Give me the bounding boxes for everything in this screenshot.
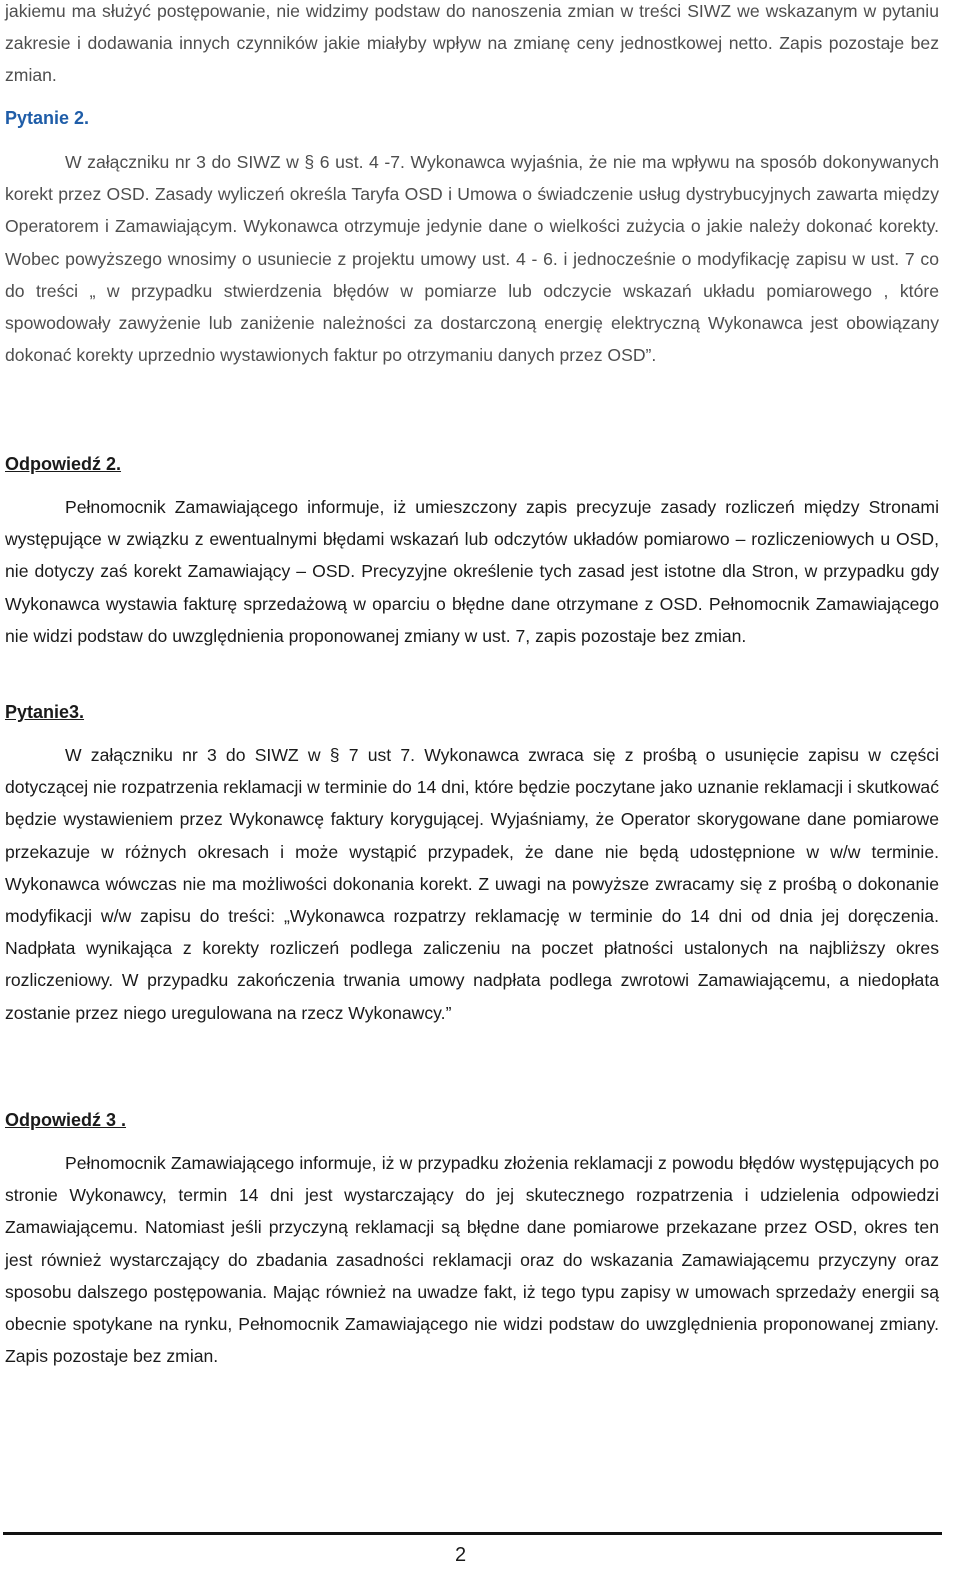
intro-paragraph: jakiemu ma służyć postępowanie, nie widzimy podstaw do nanoszenia zmian w treści SIWZ we wskazanym w pytaniu zakresie i dodawania innych czynników jakie miałyby wpływ na zmianę ceny jednostkowej netto. Zapis pozostaje bez zmian. bbox=[5, 1, 939, 86]
question-3-heading: Pytanie3. bbox=[5, 702, 85, 722]
question-3-text: W załączniku nr 3 do SIWZ w § 7 ust 7. Wykonawca zwraca się z prośbą o usunięcie zapisu w części dotyczącej nie rozpatrzenia reklamacji w terminie do 14 dni, które będzie poczytane jako uznanie reklamacji i skutkować będzie wystawieniem przez Wykonawcę faktury korygującej. Wyjaśniamy, że Operator skorygowane dane pomiarowe przekazuje w różnych okresach i może wystąpić przypadek, że dane nie będą udostępnione w w/w terminie. Wykonawca wówczas nie ma możliwości dokonania korekt. Z uwagi na powyższe zwracamy się z prośbą o dokonanie modyfikacji w/w zapisu do treści: „Wykonawca rozpatrzy reklamację w terminie do 14 dni od dnia jej doręczenia. Nadpłata wynikająca z korekty rozliczeń podlega zaliczeniu na poczet płatności ustalonych na najbliższy okres rozliczeniowy. W przypadku zakończenia trwania umowy nadpłata podlega zwrotowi Zamawiającemu, a niedopłata zostanie przez niego uregulowana na rzecz Wykonawcy.” bbox=[5, 745, 939, 1023]
page-number: 2 bbox=[455, 1544, 467, 1566]
question-2-heading: Pytanie 2. bbox=[5, 108, 90, 128]
answer-2-text: Pełnomocnik Zamawiającego informuje, iż umieszczony zapis precyzuje zasady rozliczeń między Stronami występujące w związku z ewentualnymi błędami wskazań lub odczytów układów pomiarowo – rozliczeniowych u OSD, nie dotyczy zaś korekt Zamawiający – OSD. Precyzyjne określenie tych zasad jest istotne dla Stron, w przypadku gdy Wykonawca wystawia fakturę sprzedażową w oparciu o błędne dane otrzymane z OSD. Pełnomocnik Zamawiającego nie widzi podstaw do uwzględnienia proponowanej zmiany w ust. 7, zapis pozostaje bez zmian. bbox=[5, 497, 939, 646]
answer-3-text: Pełnomocnik Zamawiającego informuje, iż w przypadku złożenia reklamacji z powodu błędów występujących po stronie Wykonawcy, termin 14 dni jest wystarczający do jej skutecznego rozpatrzenia i udzielenia odpowiedzi Zamawiającemu. Natomiast jeśli przyczyną reklamacji są błędne dane pomiarowe przekazane przez OSD, okres ten jest również wystarczający do zbadania zasadności reklamacji oraz do wskazania Zamawiającemu przyczyny oraz sposobu dalszego postępowania. Mając również na uwadze fakt, iż tego typu zapisy w umowach sprzedaży energii są obecnie spotykane na rynku, Pełnomocnik Zamawiającego nie widzi podstaw do uwzględnienia proponowanej zmiany. Zapis pozostaje bez zmian. bbox=[5, 1153, 939, 1367]
answer-2-heading: Odpowiedź 2. bbox=[5, 454, 122, 474]
question-2-text: W załączniku nr 3 do SIWZ w § 6 ust. 4 -7. Wykonawca wyjaśnia, że nie ma wpływu na sposób dokonywanych korekt przez OSD. Zasady wyliczeń określa Taryfa OSD i Umowa o świadczenie usług dystrybucyjnych zawarta między Operatorem i Zamawiającym. Wykonawca otrzymuje jedynie dane o wielkości zużycia o jakie należy dokonać korekty. Wobec powyższego wnosimy o usuniecie z projektu umowy ust. 4 - 6. i jednocześnie o modyfikację zapisu w ust. 7 co do treści „ w przypadku stwierdzenia błędów w pomiarze lub odczycie wskazań układu pomiarowego , które spowodowały zawyżenie lub zaniżenie należności za dostarczoną energię elektryczną Wykonawca jest obowiązany dokonać korekty uprzednio wystawionych faktur po otrzymaniu danych przez OSD”. bbox=[5, 152, 939, 366]
footer-rule bbox=[3, 1532, 942, 1535]
answer-3-heading: Odpowiedź 3 . bbox=[5, 1110, 127, 1130]
